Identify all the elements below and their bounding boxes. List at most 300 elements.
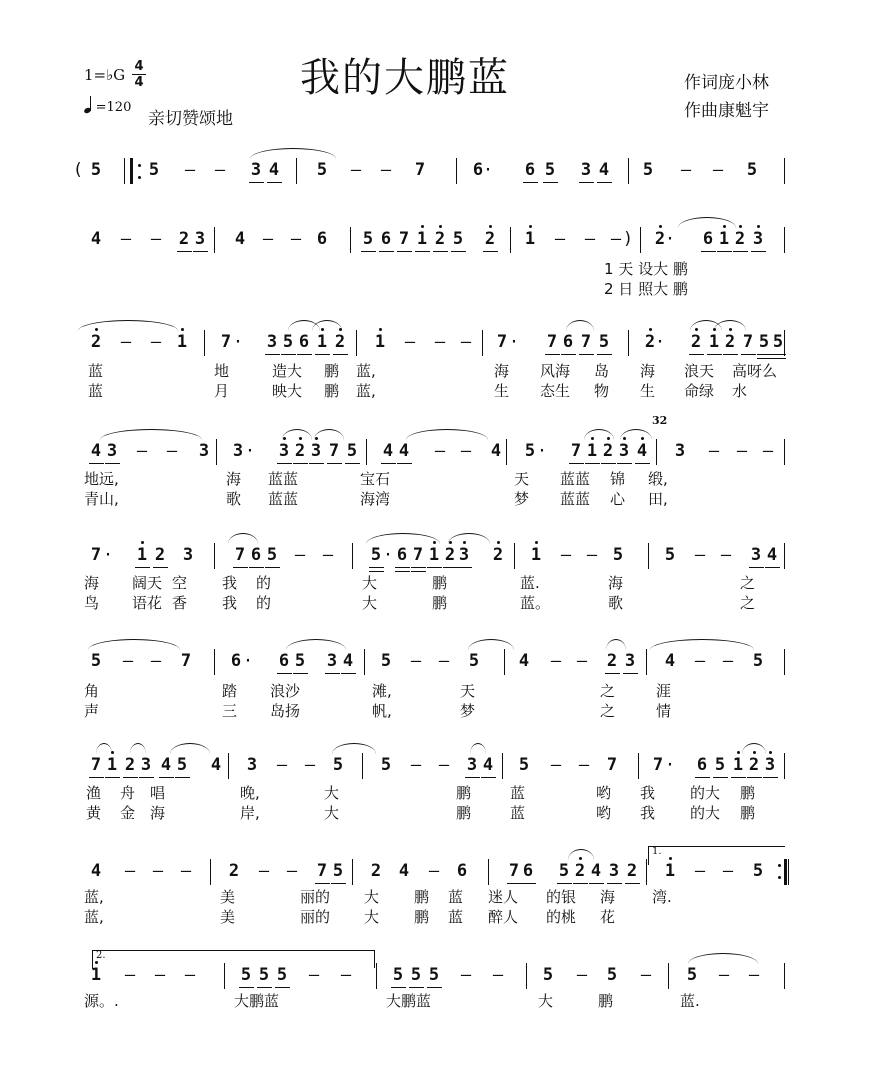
underline (415, 251, 430, 252)
note-·: · (482, 160, 494, 180)
slur-arc (366, 533, 440, 544)
underline (713, 777, 728, 778)
dash-mark: – (120, 332, 132, 352)
note-5: 5 (758, 332, 770, 352)
lyric-row8-v1: 大 (364, 888, 380, 906)
lyric-row5-v1: 蓝. (520, 574, 540, 592)
underline (427, 567, 442, 568)
underline (327, 463, 342, 464)
dash-mark: – (428, 861, 440, 881)
note-2: 2 (690, 332, 702, 352)
tempo-value: =120 (95, 100, 132, 115)
octave-dot-above (659, 225, 662, 228)
dash-mark: – (550, 755, 562, 775)
lyric-row3-v1: 鹏 (324, 362, 340, 380)
lyric-row3-v1: 地 (214, 362, 230, 380)
underline (695, 777, 710, 778)
lyric-row8-v2: 丽的 (300, 908, 331, 926)
volta-1-label: 1. (652, 846, 662, 857)
lyric-row8-v2: 美 (220, 908, 236, 926)
song-title: 我的大鹏蓝 (300, 55, 510, 101)
note-3: 3 (266, 332, 278, 352)
lyric-row5-v1: 的 (256, 574, 272, 592)
note-7: 7 (652, 755, 664, 775)
lyric-row7-v2: 岸, (240, 804, 260, 822)
note-6: 6 (250, 545, 262, 565)
dash-mark: – (262, 229, 274, 249)
lyric-row7-v1: 晚, (240, 784, 260, 802)
dash-mark: – (460, 332, 472, 352)
note-5: 5 (148, 160, 160, 180)
lyric-row7-v1: 大 (324, 784, 340, 802)
lyric-row7-v1: 渔 (86, 784, 102, 802)
lyric-row8-v1: 迷人 (488, 888, 519, 906)
lyric-row7-v1: 舟 (120, 784, 136, 802)
underline (579, 182, 594, 183)
note-·: · (664, 229, 676, 249)
dash-mark: – (460, 441, 472, 461)
underline (257, 987, 272, 988)
note-3: 3 (458, 545, 470, 565)
underline (341, 673, 356, 674)
lyricist-credit: 作词庞小林 (684, 73, 769, 93)
slur-arc (678, 217, 736, 228)
underline (723, 354, 738, 355)
lyric-row5-v2: 我 (222, 594, 238, 612)
grace-notes: 32 (652, 414, 668, 427)
dash-mark: – (438, 651, 450, 671)
note-7: 7 (570, 441, 582, 461)
dash-mark: – (290, 229, 302, 249)
lyric-row5-v2: 之 (740, 594, 756, 612)
dash-mark: – (492, 965, 504, 985)
repeat-dot (778, 876, 781, 879)
lyric-row4-v1: 缎, (648, 470, 668, 488)
underline (545, 354, 560, 355)
note-6: 6 (298, 332, 310, 352)
underline (635, 463, 650, 464)
note-7: 7 (90, 545, 102, 565)
barline (352, 859, 353, 885)
lyric-row4-v2: 梦 (514, 490, 530, 508)
barline (648, 543, 649, 569)
barline (784, 158, 785, 184)
underline (315, 354, 330, 355)
lyric-row4-v2: 青山, (84, 490, 119, 508)
dash-mark: – (680, 160, 692, 180)
note-7: 7 (398, 229, 410, 249)
lyric-row3-v2: 蓝, (356, 382, 376, 400)
note-5: 5 (176, 755, 188, 775)
slur-arc (688, 953, 758, 964)
note-3: 3 (466, 755, 478, 775)
lyric-row3-v2: 映大 (272, 382, 303, 400)
lyric-row3-v1: 风海 (540, 362, 571, 380)
lyric-row4-v2: 海湾 (360, 490, 391, 508)
underline (325, 673, 340, 674)
lyric-row7-v2: 哟 (596, 804, 612, 822)
note-4: 4 (268, 160, 280, 180)
note-6: 6 (522, 861, 534, 881)
barline (364, 649, 365, 675)
underline (397, 463, 412, 464)
lyric-row4-v2: 歌 (226, 490, 242, 508)
dash-mark: – (720, 545, 732, 565)
dash-mark: – (184, 160, 196, 180)
dash-mark: – (712, 160, 724, 180)
dash-mark: – (122, 651, 134, 671)
note-6: 6 (702, 229, 714, 249)
note-4: 4 (664, 651, 676, 671)
note-4: 4 (342, 651, 354, 671)
note-3: 3 (182, 545, 194, 565)
slur-arc (650, 639, 754, 650)
lyric-row9-v1: 大鹏蓝 (234, 992, 280, 1010)
lyric-row8-v1: 美 (220, 888, 236, 906)
octave-dot-above (739, 225, 742, 228)
note-1: 1 (316, 332, 328, 352)
underline (177, 251, 192, 252)
dash-mark: – (214, 160, 226, 180)
lyric-row5-v1: 海 (608, 574, 624, 592)
underline (717, 251, 732, 252)
barline (628, 158, 629, 184)
dash-mark: – (150, 229, 162, 249)
slur-arc (606, 639, 626, 650)
note-5: 5 (346, 441, 358, 461)
note-2: 2 (492, 545, 504, 565)
lyric-row4-v1: 锦 (610, 470, 626, 488)
note-1: 1 (106, 755, 118, 775)
note-5: 5 (772, 332, 784, 352)
note-7: 7 (606, 755, 618, 775)
music-row-2 (0, 225, 872, 265)
underline (275, 987, 290, 988)
underline (457, 567, 472, 568)
barline (784, 330, 785, 356)
lyrics-verse-2: 2 日 照大 鹏 (604, 280, 688, 298)
octave-dot-above (439, 225, 442, 228)
note-5: 5 (380, 755, 392, 775)
underline (281, 354, 296, 355)
lyric-row6-v1: 浪沙 (270, 682, 301, 700)
note-5: 5 (686, 965, 698, 985)
note-4: 4 (598, 160, 610, 180)
lyric-row6-v2: 梦 (460, 702, 476, 720)
underline (589, 883, 604, 884)
barline (784, 963, 785, 989)
lyric-row5-v2: 鸟 (84, 594, 100, 612)
note-1: 1 (136, 545, 148, 565)
lyric-row5-v2: 鹏 (432, 594, 448, 612)
note-2: 2 (734, 229, 746, 249)
note-·: · (654, 332, 666, 352)
barline (784, 649, 785, 675)
lyric-row3-v2: 生 (494, 382, 510, 400)
lyric-row5-v2: 香 (172, 594, 188, 612)
slur-arc (250, 148, 336, 159)
barline (788, 859, 789, 885)
underline (391, 987, 406, 988)
note-5: 5 (558, 861, 570, 881)
note-5: 5 (362, 229, 374, 249)
note-3: 3 (250, 160, 262, 180)
lyric-row6-v2: 帆, (372, 702, 392, 720)
underline (277, 463, 292, 464)
barline (784, 439, 785, 465)
lyric-row8-v1: 海 (600, 888, 616, 906)
note-3: 3 (608, 861, 620, 881)
lyric-row4-v1: 蓝蓝 (268, 470, 299, 488)
dash-mark: – (154, 965, 166, 985)
barline (210, 859, 211, 885)
lyric-row6-v1: 天 (460, 682, 476, 700)
dash-mark: – (576, 965, 588, 985)
lyric-row5-v1: 鹏 (432, 574, 448, 592)
dash-mark: – (722, 651, 734, 671)
lyric-row3-v1: 海 (640, 362, 656, 380)
octave-dot-above (757, 225, 760, 228)
note-5: 5 (332, 861, 344, 881)
lyrics-verse-1: 1 天 设大 鹏 (604, 260, 688, 278)
underline (763, 777, 778, 778)
dash-mark: – (124, 861, 136, 881)
barline (628, 330, 629, 356)
dash-mark: – (708, 441, 720, 461)
lyric-row6-v2: 之 (600, 702, 616, 720)
note-·: · (508, 332, 520, 352)
dash-mark: – (404, 332, 416, 352)
underline (689, 354, 704, 355)
note-2: 2 (444, 545, 456, 565)
lyric-row4-v1: 宝石 (360, 470, 391, 488)
note-6: 6 (524, 160, 536, 180)
note-2: 2 (434, 229, 446, 249)
underline (105, 463, 120, 464)
underline (293, 673, 308, 674)
note-3: 3 (278, 441, 290, 461)
lyric-row8-v2: 蓝, (84, 908, 104, 926)
lyric-row3-v2: 物 (594, 382, 610, 400)
lyric-row9-v1: 鹏 (598, 992, 614, 1010)
underline (465, 777, 480, 778)
note-5: 5 (544, 160, 556, 180)
note-2: 2 (654, 229, 666, 249)
underline (277, 673, 292, 674)
lyric-row3-v1: 岛 (594, 362, 610, 380)
note-3: 3 (246, 755, 258, 775)
note-4: 4 (482, 755, 494, 775)
note-5: 5 (664, 545, 676, 565)
lyric-row5-v1: 空 (172, 574, 188, 592)
lyric-row4-v1: 天 (514, 470, 530, 488)
lyric-row7-v1: 的大 (690, 784, 721, 802)
dash-mark: – (694, 545, 706, 565)
lyric-row6-v1: 踏 (222, 682, 238, 700)
lyric-row8-v1: 丽的 (300, 888, 331, 906)
slur-arc (286, 639, 346, 650)
note-3: 3 (106, 441, 118, 461)
note-2: 2 (90, 332, 102, 352)
repeat-dot (138, 176, 141, 179)
dash-mark: – (380, 160, 392, 180)
note-4: 4 (90, 861, 102, 881)
note-5: 5 (380, 651, 392, 671)
dash-mark: – (434, 441, 446, 461)
note-7: 7 (412, 545, 424, 565)
barline (656, 439, 657, 465)
note-2: 2 (626, 861, 638, 881)
underline (433, 251, 448, 252)
underline (309, 463, 324, 464)
barline (456, 158, 457, 184)
lyric-row4-v1: 蓝蓝 (560, 470, 591, 488)
note-7: 7 (414, 160, 426, 180)
lyric-row8-v1: 鹏 (414, 888, 430, 906)
note-2: 2 (370, 861, 382, 881)
slur-arc (282, 429, 312, 440)
lyric-row5-v1: 海 (84, 574, 100, 592)
underline (451, 251, 466, 252)
note-4: 4 (382, 441, 394, 461)
slur-arc (100, 429, 202, 440)
dash-mark: – (576, 651, 588, 671)
note-1: 1 (718, 229, 730, 249)
lyric-row6-v2: 情 (656, 702, 672, 720)
dash-mark: – (304, 755, 316, 775)
note-5: 5 (240, 965, 252, 985)
note-2: 2 (606, 651, 618, 671)
underline (395, 567, 410, 568)
slur-arc (470, 743, 486, 754)
note-4: 4 (234, 229, 246, 249)
lyric-row3-v1: 浪天 (684, 362, 715, 380)
note-·: · (232, 332, 244, 352)
underline (105, 777, 120, 778)
barline (124, 158, 125, 184)
note-2: 2 (748, 755, 760, 775)
note-5: 5 (612, 545, 624, 565)
lyric-row3-v1: 蓝, (356, 362, 376, 380)
note-2: 2 (124, 755, 136, 775)
note-5: 5 (746, 160, 758, 180)
note-1: 1 (664, 861, 676, 881)
lyric-row8-v1: 蓝 (448, 888, 464, 906)
dash-mark: – (640, 965, 652, 985)
lyric-row6-v1: 涯 (656, 682, 672, 700)
dash-mark: – (722, 861, 734, 881)
quarter-note-icon (84, 99, 91, 115)
lyric-row5-v2: 蓝。 (520, 594, 551, 612)
note-3: 3 (750, 545, 762, 565)
barline (514, 543, 515, 569)
note-7: 7 (546, 332, 558, 352)
lyric-row9-v1: 源。. (84, 992, 119, 1010)
note-4: 4 (636, 441, 648, 461)
underline (569, 463, 584, 464)
lyric-row5-v1: 我 (222, 574, 238, 592)
barline (366, 439, 367, 465)
note-4: 4 (398, 441, 410, 461)
slur-arc (448, 533, 490, 544)
lyric-row7-v2: 鹏 (740, 804, 756, 822)
note-6: 6 (278, 651, 290, 671)
underline (507, 883, 522, 884)
underline (267, 182, 282, 183)
dash-mark: – (258, 861, 270, 881)
underline (597, 182, 612, 183)
slur-arc (88, 639, 180, 650)
note-5: 5 (90, 651, 102, 671)
underline (411, 567, 426, 568)
underline (193, 251, 208, 252)
dash-mark: – (554, 229, 566, 249)
note-3: 3 (580, 160, 592, 180)
underline (427, 987, 442, 988)
note-·: · (536, 441, 548, 461)
note-3: 3 (752, 229, 764, 249)
underline (175, 777, 190, 778)
note-7: 7 (580, 332, 592, 352)
slur-arc (96, 743, 112, 754)
lyric-row6-v1: 滩, (372, 682, 392, 700)
underline (623, 673, 638, 674)
underline (585, 463, 600, 464)
underline (249, 182, 264, 183)
lyric-row8-v2: 大 (364, 908, 380, 926)
note-4: 4 (210, 755, 222, 775)
dash-mark: – (460, 965, 472, 985)
key-signature: 1=♭G (84, 66, 126, 84)
underline (707, 354, 722, 355)
barline (214, 649, 215, 675)
underline (747, 777, 762, 778)
barline (356, 330, 357, 356)
note-6: 6 (456, 861, 468, 881)
barline (376, 963, 377, 989)
dash-mark: – (694, 861, 706, 881)
lyric-row8-v1: 蓝, (84, 888, 104, 906)
lyric-row8-v1: 的银 (546, 888, 577, 906)
slur-arc (314, 429, 344, 440)
note-3: 3 (310, 441, 322, 461)
underline (601, 463, 616, 464)
note-7: 7 (90, 755, 102, 775)
barline (510, 227, 511, 253)
note-1: 1 (530, 545, 542, 565)
note-2: 2 (178, 229, 190, 249)
note-2: 2 (644, 332, 656, 352)
underline (297, 354, 312, 355)
underline (315, 883, 330, 884)
slur-arc (406, 429, 488, 440)
octave-dot-above (181, 328, 184, 331)
paren-mark: ) (622, 229, 634, 249)
dash-mark: – (136, 441, 148, 461)
dash-mark: – (762, 441, 774, 461)
note-1: 1 (708, 332, 720, 352)
underline (483, 251, 498, 252)
octave-dot-above (535, 541, 538, 544)
underline (765, 567, 780, 568)
repeat-dot (138, 164, 141, 167)
dash-mark: – (748, 965, 760, 985)
lyric-row4-v1: 地远, (84, 470, 119, 488)
octave-dot-above (529, 225, 532, 228)
lyric-row3-v2: 态生 (540, 382, 571, 400)
barline (352, 543, 353, 569)
underline (369, 567, 384, 568)
